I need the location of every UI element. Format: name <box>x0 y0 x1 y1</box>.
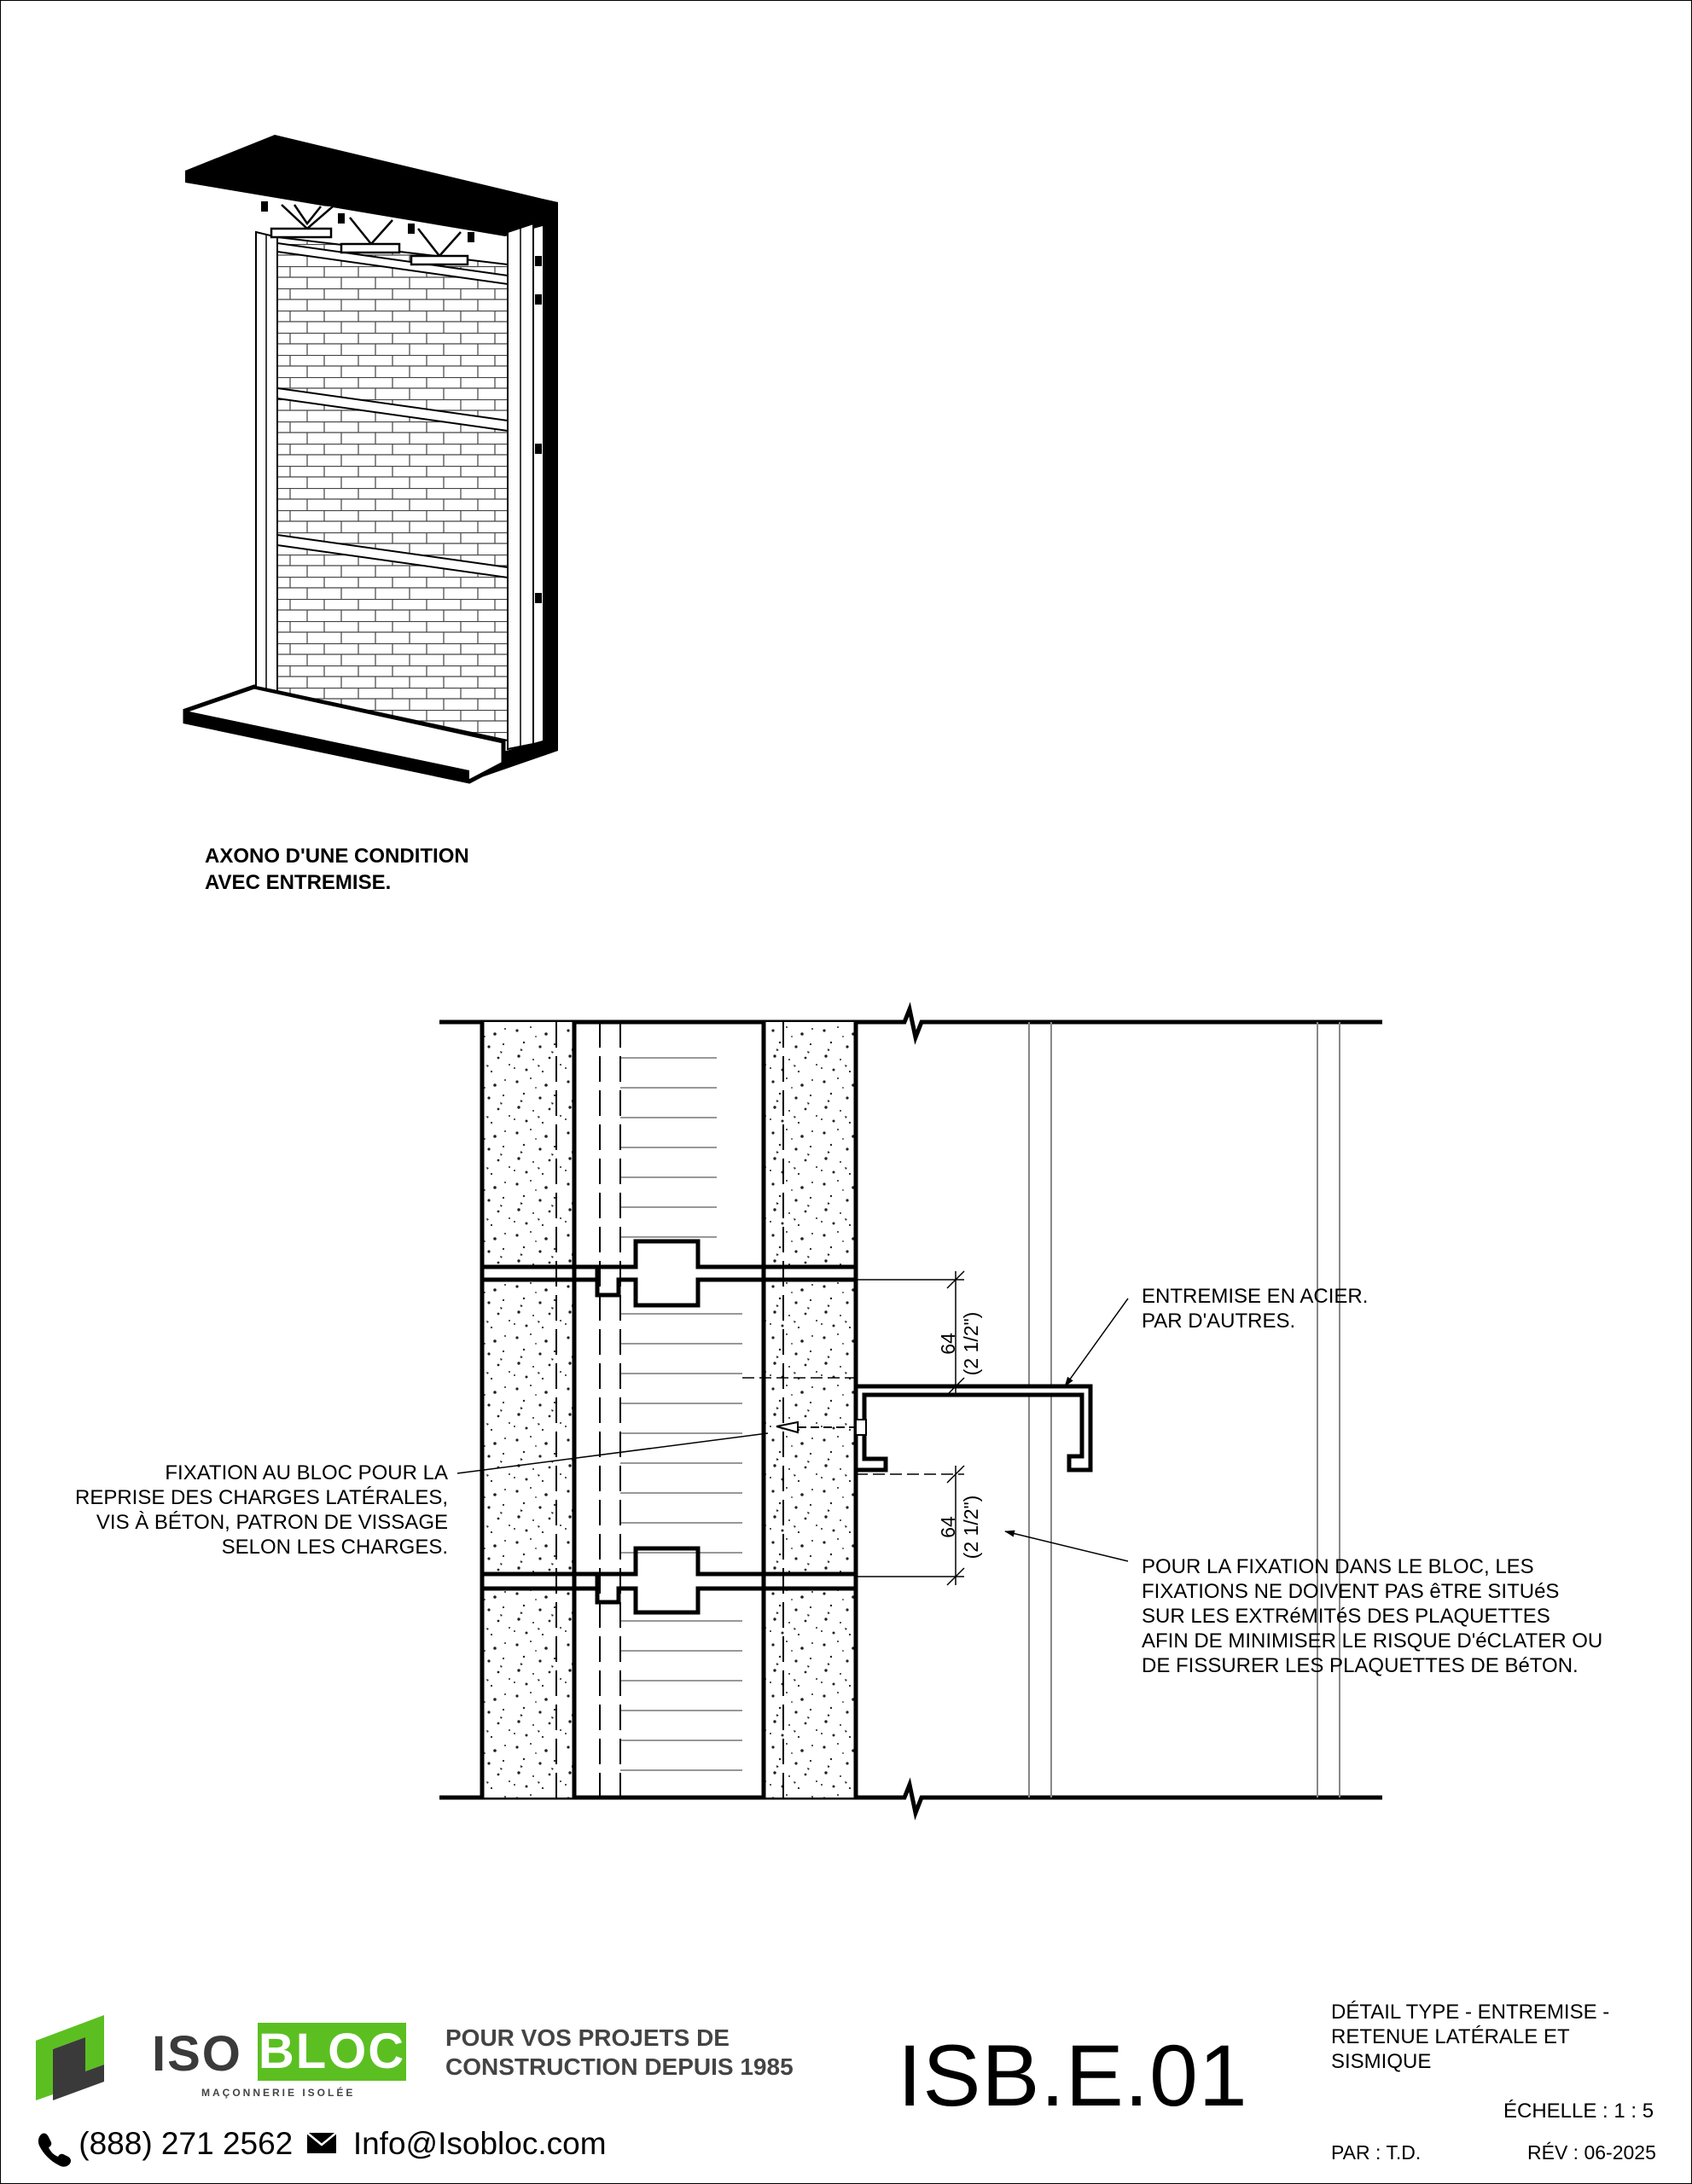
note-steel-blocking <box>1142 1284 1368 1333</box>
slogan <box>445 2024 794 2082</box>
dimension-imperial: (2 1/2") <box>960 1495 982 1560</box>
isobloc-logo-mark <box>36 2015 104 2100</box>
dimension-bottom <box>937 1472 983 1583</box>
note-line: SUR LES EXTRéMITéS DES PLAQUETTES <box>1142 1605 1550 1628</box>
sheet-number: ISB.E.01 <box>898 2027 1248 2124</box>
logo-subtitle: MAÇONNERIE ISOLÉE <box>201 2087 356 2099</box>
phone-number[interactable]: (888) 271 2562 <box>78 2126 294 2161</box>
axono-view <box>185 135 558 781</box>
axono-caption <box>205 843 469 896</box>
note-line: POUR LA FIXATION DANS LE BLOC, LES <box>1142 1555 1534 1578</box>
axono-caption-line: AXONO D'UNE CONDITION <box>205 845 469 868</box>
sheet-title <box>1331 2000 1609 2074</box>
dimension-value: 64 <box>937 1333 959 1355</box>
dimension-value: 64 <box>937 1516 959 1538</box>
note-block-fixing <box>34 1461 448 1560</box>
logo-iso: ISO <box>152 2026 242 2082</box>
contact-line <box>38 2126 607 2162</box>
note-line: FIXATIONS NE DOIVENT PAS êTRE SITUéS <box>1142 1580 1560 1603</box>
note-line: PAR D'AUTRES. <box>1142 1310 1296 1333</box>
slogan-line: POUR VOS PROJETS DE <box>445 2024 730 2051</box>
sheet-title-line: RETENUE LATÉRALE ET <box>1331 2025 1570 2048</box>
scale-label: ÉCHELLE : 1 : 5 <box>1503 2100 1654 2123</box>
note-line: VIS À BÉTON, PATRON DE VISSAGE <box>96 1511 448 1534</box>
note-line: AFIN DE MINIMISER LE RISQUE D'éCLATER OU <box>1142 1629 1603 1653</box>
revision: RÉV : 06-2025 <box>1527 2141 1656 2164</box>
note-fixing-warning <box>1142 1554 1602 1678</box>
slogan-line: CONSTRUCTION DEPUIS 1985 <box>445 2053 794 2080</box>
sheet-title-line: SISMIQUE <box>1331 2050 1432 2073</box>
dimension-imperial: (2 1/2") <box>960 1311 982 1376</box>
note-line: SELON LES CHARGES. <box>221 1536 448 1559</box>
section-detail <box>439 1009 1382 1813</box>
note-line: DE FISSURER LES PLAQUETTES DE BéTON. <box>1142 1654 1579 1677</box>
logo-bloc: BLOC <box>258 2024 406 2079</box>
email-address[interactable]: Info@Isobloc.com <box>352 2126 607 2161</box>
drawn-by: PAR : T.D. <box>1331 2141 1422 2164</box>
sheet-title-line: DÉTAIL TYPE - ENTREMISE - <box>1331 2001 1610 2024</box>
dimension-top <box>937 1288 983 1399</box>
note-line: ENTREMISE EN ACIER. <box>1142 1285 1369 1308</box>
note-line: REPRISE DES CHARGES LATÉRALES, <box>74 1486 448 1509</box>
note-line: FIXATION AU BLOC POUR LA <box>165 1461 448 1484</box>
axono-caption-line: AVEC ENTREMISE. <box>205 871 392 894</box>
